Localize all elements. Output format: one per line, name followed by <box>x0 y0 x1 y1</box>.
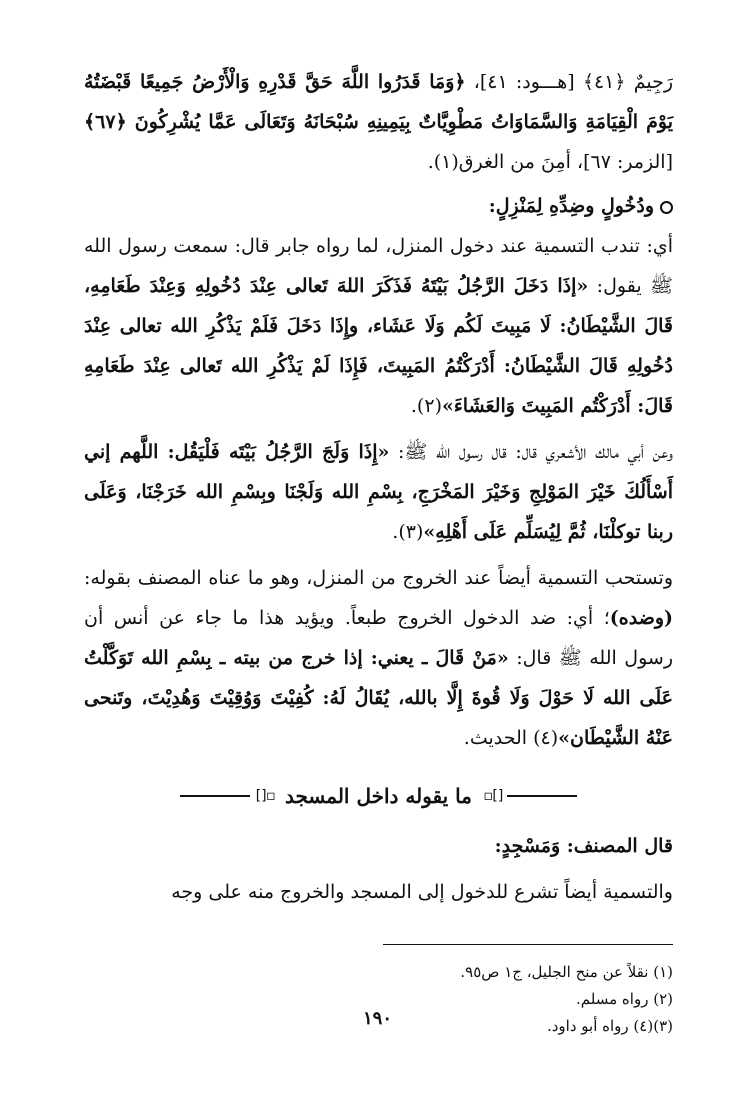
heading-ornament-right-icon: ◻[] <box>483 788 504 804</box>
footnote-1: (١) نقلاً عن منح الجليل، ج١ ص٩٥. <box>460 963 673 981</box>
verse-ending: رَجِيمٌ ﴿٤١﴾ [هـــود: ٤١]، <box>465 71 673 93</box>
entry-heading-home <box>84 186 673 226</box>
citation-zumar: [الزمر: ٦٧]، أمِنَ من الغرق(١). <box>427 151 673 173</box>
footnote-separator <box>383 944 673 945</box>
commentary-text: ؛ أي: ضد الدخول الخروج طبعاً. ويؤيد هذا ما جاء عن أنس أن رسول الله ﷺ قال: <box>84 607 673 669</box>
section-heading <box>84 776 673 816</box>
hadith-text-abu-malik: «إِذَا وَلَجَ الرَّجُلُ بَيْتَه فَلْيَقُل: اللَّهم إني أَسْأَلُكَ خَيْرَ المَوْلِجِ وَخَيْرَ المَخْرَجِ، بِسْمِ الله وَلَجْنَا وبِسْمِ الله خَرَجْنَا، وَعَلَى ربنا توكلْنَا، ثُمَّ لِيُسَلِّم عَلَى أَهْلِهِ» <box>84 441 673 543</box>
circle-bullet-icon <box>660 201 673 214</box>
heading-rule-left <box>180 795 250 797</box>
paragraph-quran-verses <box>84 62 673 182</box>
paragraph-entering-home <box>84 226 673 426</box>
quran-verse-zumar: ﴿وَمَا قَدَرُوا اللَّهَ حَقَّ قَدْرِهِ وَالْأَرْضُ جَمِيعًا قَبْضَتُهُ يَوْمَ الْقِيَامَةِ وَالسَّمَاوَاتُ مَطْوِيَّاتٌ بِيَمِينِهِ سُبْحَانَهُ وَتَعَالَى عَمَّا يُشْرِكُونَ ﴿٦٧﴾ <box>84 71 673 133</box>
entry-heading-text: ودُخُولٍ وضِدِّهِ لِمَنْزِلٍ: <box>488 195 654 217</box>
heading-ornament-left-icon: []◻ <box>253 788 274 804</box>
footnote-ref-4: (٤) الحديث. <box>463 727 559 749</box>
heading-rule-right <box>507 795 577 797</box>
footnote-2: (٢) رواه مسلم. <box>576 990 673 1008</box>
page-number: ١٩٠ <box>362 1008 392 1029</box>
narration-intro: وعن أبي مالك الأشعري قال: قال رسول الله ﷺ: <box>389 441 673 463</box>
narration-intro: أي: تندب التسمية عند دخول المنزل، لما رواه جابر قال: سمعت رسول الله ﷺ يقول: <box>84 235 674 297</box>
section-heading-title: ما يقوله داخل المسجد <box>285 784 472 808</box>
footnote-3-4: (٣)(٤) رواه أبو داود. <box>546 1017 673 1035</box>
hadith-text-anas: «مَنْ قَالَ ـ يعني: إذا خرج من بيته ـ بِسْمِ الله تَوَكَّلْتُ عَلَى الله لَا حَوْلَ وَلَا قُوةَ إِلَّا بالله، يُقَالُ لَهُ: كُفِيْتَ وَوُقِيْتَ وَهُدِيْتَ، وتَنحى عَنْهُ الشَّيْطَان» <box>84 647 673 749</box>
paragraph-mosque: والتسمية أيضاً تشرع للدخول إلى المسجد والخروج منه على وجه <box>171 881 673 903</box>
author-term: (وضده) <box>609 607 673 629</box>
hadith-text-jabir: «إذَا دَخَلَ الرَّجُلُ بَيْتَهُ فَذَكَرَ اللهَ تَعالى عِنْدَ دُخُولِهِ وَعِنْدَ طَعَامِهِ، قَالَ الشَّيْطَانُ: لَا مَبِيتَ لَكُم وَلَا عَشَاء، وإِذَا دَخَلَ فَلَمْ يَذْكُرِ الله تعالى عِنْدَ دُخُولِهِ قَالَ الشَّيْطَانُ: أَدْرَكْتُمُ المَبِيتَ، فَإِذَا لَمْ يَذْكُرِ الله تَعالى عِنْدَ طَعَامِهِ قَالَ: أَدْرَكْتُم المَبِيتَ وَالعَشَاءَ» <box>84 275 673 417</box>
footnote-ref-3: (٣). <box>392 521 424 543</box>
commentary-text: وتستحب التسمية أيضاً عند الخروج من المنزل، وهو ما عناه المصنف بقوله: <box>84 567 673 589</box>
author-label: قال المصنف: <box>560 835 673 857</box>
author-term: وَمَسْجِدٍ: <box>494 835 561 857</box>
author-statement <box>84 826 673 866</box>
footnote-ref-2: (٢). <box>410 395 442 417</box>
paragraph-leaving-home <box>84 558 673 758</box>
paragraph-abu-malik <box>84 432 673 552</box>
